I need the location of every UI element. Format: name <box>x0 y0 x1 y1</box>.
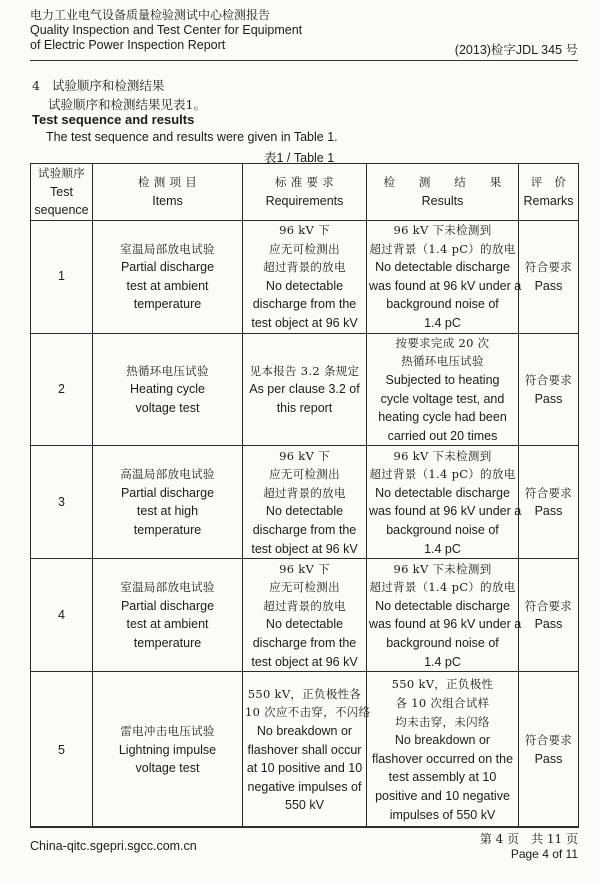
cell-sequence: 1 <box>31 220 93 333</box>
results-table <box>30 163 579 828</box>
section-title-cn: 试验顺序和检测结果 <box>51 78 165 93</box>
cell-requirement: 96 kV 下 应无可检测出 超过背景的放电 No detectable discharge from the test object at 96 kV <box>243 446 367 559</box>
table-row <box>31 220 579 333</box>
cell-result: 96 kV 下未检测到 超过背景（1.4 pC）的放电 No detectable discharge was found at 96 kV under a background noise of 1.4 pC <box>367 446 519 559</box>
section-heading-cn <box>32 76 572 94</box>
table-row <box>31 333 579 446</box>
cell-result: 550 kV，正负极性 各 10 次组合试样 均未击穿，未闪络 No breakdown or flashover occurred on the test assembly at 10 positive and 10 negative impulses of 550 kV <box>367 672 519 828</box>
cell-requirement: 550 kV，正负极性各 10 次应不击穿，不闪络 No breakdown or flashover shall occur at 10 positive and 10 negative impulses of 550 kV <box>243 672 367 828</box>
cell-sequence: 4 <box>31 559 93 672</box>
section-title-en: Test sequence and results <box>32 112 195 127</box>
cell-requirement: 96 kV 下 应无可检测出 超过背景的放电 No detectable discharge from the test object at 96 kV <box>243 220 367 333</box>
header-results: 检 测 结 果 Results <box>367 164 519 221</box>
header-divider <box>30 60 578 61</box>
cell-remark: 符合要求 Pass <box>519 333 579 446</box>
cell-remark: 符合要求 Pass <box>519 446 579 559</box>
header-requirements: 标 准 要 求 Requirements <box>243 164 367 221</box>
section-intro-cn: 试验顺序和检测结果见表1。 <box>48 97 206 112</box>
cell-result: 96 kV 下未检测到 超过背景（1.4 pC）的放电 No detectable discharge was found at 96 kV under a background noise of 1.4 pC <box>367 220 519 333</box>
table-row <box>31 559 579 672</box>
cell-sequence: 2 <box>31 333 93 446</box>
footer-page-info <box>480 832 578 862</box>
org-name-en-line2: of Electric Power Inspection Report <box>30 38 226 52</box>
table-header-row <box>31 164 579 221</box>
table-row <box>31 672 579 828</box>
footer-website: China-qitc.sgepri.sgcc.com.cn <box>30 839 197 853</box>
cell-item: 室温局部放电试验 Partial discharge test at ambient temperature <box>93 220 243 333</box>
cell-result: 按要求完成 20 次 热循环电压试验 Subjected to heating cycle voltage test, and heating cycle had been carried out 20 times <box>367 333 519 446</box>
cell-item: 雷电冲击电压试验 Lightning impulse voltage test <box>93 672 243 828</box>
cell-item: 高温局部放电试验 Partial discharge test at high temperature <box>93 446 243 559</box>
cell-sequence: 5 <box>31 672 93 828</box>
header-sequence: 试验顺序 Test sequence <box>31 164 93 221</box>
cell-remark: 符合要求 Pass <box>519 559 579 672</box>
cell-result: 96 kV 下未检测到 超过背景（1.4 pC）的放电 No detectable discharge was found at 96 kV under a background noise of 1.4 pC <box>367 559 519 672</box>
section-number: 4 <box>32 78 40 93</box>
cell-item: 热循环电压试验 Heating cycle voltage test <box>93 333 243 446</box>
table-caption: 表1 / Table 1 <box>264 151 335 165</box>
table-row <box>31 446 579 559</box>
cell-requirement: 96 kV 下 应无可检测出 超过背景的放电 No detectable discharge from the test object at 96 kV <box>243 559 367 672</box>
cell-item: 室温局部放电试验 Partial discharge test at ambient temperature <box>93 559 243 672</box>
cell-requirement: 见本报告 3.2 条规定 As per clause 3.2 of this report <box>243 333 367 446</box>
page-number-en: Page 4 of 11 <box>510 847 578 861</box>
report-number: (2013)检字JDL 345 号 <box>454 43 578 57</box>
footer-divider <box>30 826 578 827</box>
page-number-cn: 第 4 页 共 11 页 <box>479 832 578 846</box>
cell-sequence: 3 <box>31 446 93 559</box>
report-header <box>30 8 578 64</box>
org-name-cn: 电力工业电气设备质量检验测试中心检测报告 <box>30 8 271 22</box>
org-name-en-line1: Quality Inspection and Test Center for Equipment <box>30 23 303 37</box>
cell-remark: 符合要求 Pass <box>519 672 579 828</box>
cell-remark: 符合要求 Pass <box>519 220 579 333</box>
section-intro-en: The test sequence and results were given in Table 1. <box>46 130 338 144</box>
header-items: 检 测 项 目 Items <box>93 164 243 221</box>
header-remarks: 评 价 Remarks <box>519 164 579 221</box>
